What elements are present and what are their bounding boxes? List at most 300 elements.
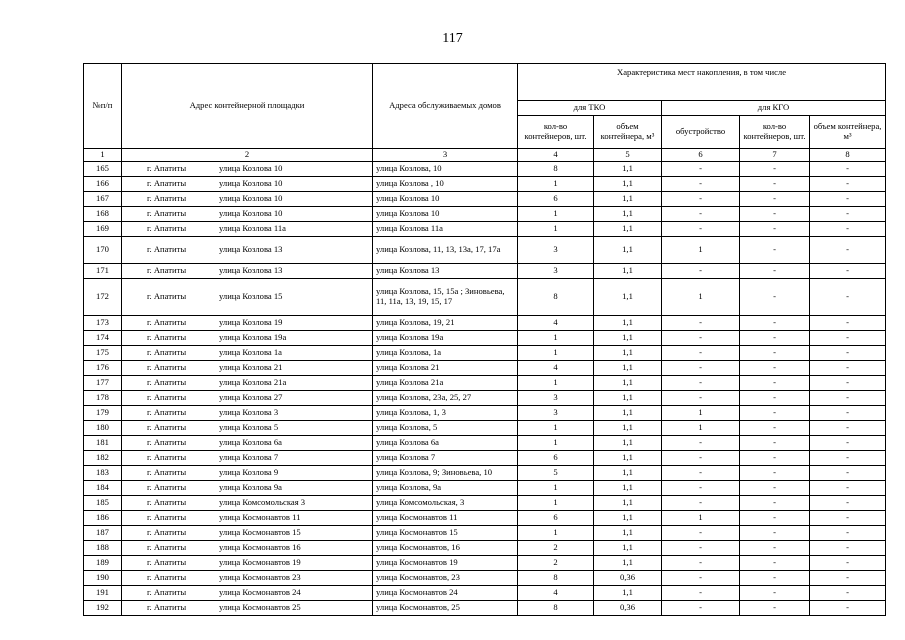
- kgo-container-volume: -: [810, 391, 886, 406]
- header-kgo-count: кол-во контейнеров, шт.: [740, 116, 810, 149]
- site-street: улица Космонавтов 19: [219, 557, 301, 568]
- kgo-container-volume: -: [810, 526, 886, 541]
- table-row: [84, 451, 886, 466]
- served-houses: улица Козлова, 11, 13, 13а, 17, 17а: [373, 237, 518, 264]
- site-street: улица Комсомольская 3: [219, 497, 306, 508]
- table-row: [84, 361, 886, 376]
- kgo-equipment: -: [662, 264, 740, 279]
- site-city: г. Апатиты: [147, 527, 187, 538]
- tko-container-volume: 1,1: [594, 207, 662, 222]
- site-address: [122, 207, 373, 222]
- row-number: 184: [84, 481, 122, 496]
- tko-container-volume: 1,1: [594, 376, 662, 391]
- kgo-equipment: -: [662, 376, 740, 391]
- kgo-equipment: -: [662, 541, 740, 556]
- kgo-container-volume: -: [810, 331, 886, 346]
- site-city: г. Апатиты: [147, 452, 187, 463]
- row-number: 187: [84, 526, 122, 541]
- kgo-container-volume: -: [810, 511, 886, 526]
- site-city: г. Апатиты: [147, 497, 187, 508]
- tko-container-volume: 1,1: [594, 237, 662, 264]
- served-houses: улица Козлова, 10: [373, 162, 518, 177]
- served-houses: улица Комсомольская, 3: [373, 496, 518, 511]
- tko-container-count: 1: [518, 177, 594, 192]
- site-address: [122, 237, 373, 264]
- site-address: [122, 279, 373, 316]
- table-row: [84, 177, 886, 192]
- kgo-container-count: -: [740, 601, 810, 616]
- tko-container-volume: 1,1: [594, 331, 662, 346]
- table-row: [84, 279, 886, 316]
- row-number: 190: [84, 571, 122, 586]
- kgo-container-volume: -: [810, 177, 886, 192]
- tko-container-volume: 1,1: [594, 279, 662, 316]
- kgo-container-count: -: [740, 541, 810, 556]
- tko-container-volume: 1,1: [594, 177, 662, 192]
- table-row: [84, 316, 886, 331]
- site-street: улица Космонавтов 11: [219, 512, 301, 523]
- tko-container-count: 1: [518, 222, 594, 237]
- tko-container-count: 1: [518, 436, 594, 451]
- kgo-container-volume: -: [810, 466, 886, 481]
- tko-container-count: 4: [518, 586, 594, 601]
- kgo-equipment: 1: [662, 406, 740, 421]
- site-city: г. Апатиты: [147, 557, 187, 568]
- site-street: улица Козлова 10: [219, 193, 283, 204]
- row-number: 178: [84, 391, 122, 406]
- column-number: 3: [373, 149, 518, 162]
- row-number: 177: [84, 376, 122, 391]
- kgo-container-count: -: [740, 237, 810, 264]
- kgo-container-count: -: [740, 571, 810, 586]
- site-address: [122, 376, 373, 391]
- tko-container-count: 6: [518, 192, 594, 207]
- row-number: 188: [84, 541, 122, 556]
- served-houses: улица Козлова 10: [373, 192, 518, 207]
- site-street: улица Козлова 19: [219, 317, 283, 328]
- header-kgo: для КГО: [662, 101, 886, 116]
- kgo-equipment: 1: [662, 511, 740, 526]
- kgo-container-count: -: [740, 511, 810, 526]
- served-houses: улица Козлова 21а: [373, 376, 518, 391]
- header-characteristics: Характеристика мест накопления, в том числе: [518, 64, 886, 101]
- kgo-container-volume: -: [810, 436, 886, 451]
- table-row: [84, 207, 886, 222]
- served-houses: улица Космонавтов, 16: [373, 541, 518, 556]
- site-address: [122, 571, 373, 586]
- site-city: г. Апатиты: [147, 572, 187, 583]
- table-row: [84, 526, 886, 541]
- served-houses: улица Козлова, 19, 21: [373, 316, 518, 331]
- header-address: Адрес контейнерной площадки: [122, 64, 373, 149]
- row-number: 186: [84, 511, 122, 526]
- served-houses: улица Космонавтов 19: [373, 556, 518, 571]
- served-houses: улица Козлова 6а: [373, 436, 518, 451]
- row-number: 192: [84, 601, 122, 616]
- site-city: г. Апатиты: [147, 422, 187, 433]
- served-houses: улица Козлова, 5: [373, 421, 518, 436]
- site-city: г. Апатиты: [147, 587, 187, 598]
- site-street: улица Космонавтов 16: [219, 542, 301, 553]
- site-city: г. Апатиты: [147, 291, 187, 302]
- kgo-container-count: -: [740, 361, 810, 376]
- served-houses: улица Козлова 7: [373, 451, 518, 466]
- served-houses: улица Козлова , 10: [373, 177, 518, 192]
- kgo-equipment: -: [662, 556, 740, 571]
- site-street: улица Козлова 6а: [219, 437, 282, 448]
- kgo-container-volume: -: [810, 316, 886, 331]
- table-row: [84, 586, 886, 601]
- table-row: [84, 601, 886, 616]
- site-address: [122, 586, 373, 601]
- row-number: 183: [84, 466, 122, 481]
- table-row: [84, 556, 886, 571]
- served-houses: улица Козлова 11а: [373, 222, 518, 237]
- site-city: г. Апатиты: [147, 244, 187, 255]
- site-address: [122, 421, 373, 436]
- kgo-container-volume: -: [810, 451, 886, 466]
- kgo-container-volume: -: [810, 162, 886, 177]
- table-row: [84, 264, 886, 279]
- table-row: [84, 331, 886, 346]
- site-street: улица Козлова 13: [219, 265, 283, 276]
- kgo-container-volume: -: [810, 222, 886, 237]
- tko-container-volume: 1,1: [594, 346, 662, 361]
- tko-container-count: 2: [518, 556, 594, 571]
- row-number: 172: [84, 279, 122, 316]
- table-row: [84, 391, 886, 406]
- kgo-equipment: 1: [662, 421, 740, 436]
- tko-container-count: 1: [518, 207, 594, 222]
- column-number: 2: [122, 149, 373, 162]
- tko-container-volume: 1,1: [594, 541, 662, 556]
- site-city: г. Апатиты: [147, 163, 187, 174]
- kgo-container-volume: -: [810, 264, 886, 279]
- kgo-equipment: -: [662, 436, 740, 451]
- kgo-equipment: 1: [662, 279, 740, 316]
- served-houses: улица Козлова, 1а: [373, 346, 518, 361]
- kgo-container-volume: -: [810, 571, 886, 586]
- row-number: 191: [84, 586, 122, 601]
- header-tko-count: кол-во контейнеров, шт.: [518, 116, 594, 149]
- table-row: [84, 436, 886, 451]
- tko-container-volume: 1,1: [594, 222, 662, 237]
- kgo-equipment: -: [662, 192, 740, 207]
- table-row: [84, 162, 886, 177]
- site-address: [122, 451, 373, 466]
- site-street: улица Космонавтов 15: [219, 527, 301, 538]
- kgo-container-volume: -: [810, 192, 886, 207]
- kgo-container-count: -: [740, 346, 810, 361]
- table-row: [84, 541, 886, 556]
- table-body: [84, 162, 886, 616]
- kgo-equipment: -: [662, 391, 740, 406]
- site-street: улица Козлова 11а: [219, 223, 286, 234]
- kgo-container-volume: -: [810, 207, 886, 222]
- row-number: 176: [84, 361, 122, 376]
- tko-container-volume: 1,1: [594, 511, 662, 526]
- site-city: г. Апатиты: [147, 512, 187, 523]
- site-address: [122, 481, 373, 496]
- tko-container-volume: 1,1: [594, 466, 662, 481]
- site-city: г. Апатиты: [147, 347, 187, 358]
- tko-container-volume: 1,1: [594, 586, 662, 601]
- kgo-container-count: -: [740, 177, 810, 192]
- kgo-equipment: -: [662, 451, 740, 466]
- site-city: г. Апатиты: [147, 377, 187, 388]
- table-row: [84, 406, 886, 421]
- site-address: [122, 556, 373, 571]
- site-street: улица Козлова 1а: [219, 347, 282, 358]
- table-row: [84, 511, 886, 526]
- site-street: улица Козлова 21а: [219, 377, 287, 388]
- row-number: 166: [84, 177, 122, 192]
- tko-container-volume: 1,1: [594, 316, 662, 331]
- kgo-container-volume: -: [810, 279, 886, 316]
- column-number: 5: [594, 149, 662, 162]
- site-address: [122, 496, 373, 511]
- table-row: [84, 237, 886, 264]
- kgo-equipment: -: [662, 316, 740, 331]
- site-address: [122, 177, 373, 192]
- kgo-container-count: -: [740, 526, 810, 541]
- site-address: [122, 162, 373, 177]
- site-street: улица Козлова 13: [219, 244, 283, 255]
- row-number: 174: [84, 331, 122, 346]
- kgo-equipment: 1: [662, 237, 740, 264]
- row-number: 165: [84, 162, 122, 177]
- tko-container-count: 8: [518, 162, 594, 177]
- site-address: [122, 436, 373, 451]
- table-row: [84, 481, 886, 496]
- site-street: улица Козлова 7: [219, 452, 279, 463]
- tko-container-count: 2: [518, 541, 594, 556]
- kgo-equipment: -: [662, 207, 740, 222]
- served-houses: улица Козлова, 1, 3: [373, 406, 518, 421]
- served-houses: улица Козлова 19а: [373, 331, 518, 346]
- kgo-container-count: -: [740, 207, 810, 222]
- kgo-container-count: -: [740, 391, 810, 406]
- site-street: улица Козлова 5: [219, 422, 279, 433]
- kgo-container-volume: -: [810, 346, 886, 361]
- tko-container-count: 1: [518, 421, 594, 436]
- site-address: [122, 391, 373, 406]
- kgo-equipment: -: [662, 162, 740, 177]
- served-houses: улица Козлова, 15, 15а ; Зиновьева, 11, 11а, 13, 19, 15, 17: [373, 279, 518, 316]
- row-number: 180: [84, 421, 122, 436]
- tko-container-count: 1: [518, 331, 594, 346]
- container-sites-table: [83, 63, 886, 616]
- kgo-container-count: -: [740, 496, 810, 511]
- kgo-container-count: -: [740, 162, 810, 177]
- tko-container-volume: 1,1: [594, 481, 662, 496]
- kgo-equipment: -: [662, 586, 740, 601]
- row-number: 179: [84, 406, 122, 421]
- tko-container-volume: 0,36: [594, 601, 662, 616]
- header-tko: для ТКО: [518, 101, 662, 116]
- kgo-equipment: -: [662, 177, 740, 192]
- site-address: [122, 361, 373, 376]
- table-row: [84, 466, 886, 481]
- site-city: г. Апатиты: [147, 542, 187, 553]
- served-houses: улица Козлова 13: [373, 264, 518, 279]
- kgo-container-count: -: [740, 436, 810, 451]
- row-number: 173: [84, 316, 122, 331]
- site-street: улица Козлова 9а: [219, 482, 282, 493]
- row-number: 170: [84, 237, 122, 264]
- tko-container-count: 1: [518, 526, 594, 541]
- site-street: улица Козлова 3: [219, 407, 279, 418]
- header-kgo-equipment: обустройство: [662, 116, 740, 149]
- site-street: улица Козлова 10: [219, 178, 283, 189]
- page-number: 117: [442, 31, 463, 46]
- site-address: [122, 601, 373, 616]
- site-address: [122, 264, 373, 279]
- tko-container-volume: 1,1: [594, 391, 662, 406]
- row-number: 168: [84, 207, 122, 222]
- kgo-equipment: -: [662, 571, 740, 586]
- column-number: 1: [84, 149, 122, 162]
- kgo-container-count: -: [740, 279, 810, 316]
- kgo-equipment: -: [662, 331, 740, 346]
- site-address: [122, 316, 373, 331]
- tko-container-volume: 1,1: [594, 162, 662, 177]
- served-houses: улица Космонавтов 24: [373, 586, 518, 601]
- site-city: г. Апатиты: [147, 467, 187, 478]
- tko-container-count: 1: [518, 376, 594, 391]
- site-city: г. Апатиты: [147, 178, 187, 189]
- kgo-equipment: -: [662, 346, 740, 361]
- kgo-container-count: -: [740, 451, 810, 466]
- column-number: 7: [740, 149, 810, 162]
- kgo-container-count: -: [740, 556, 810, 571]
- site-city: г. Апатиты: [147, 223, 187, 234]
- table-row: [84, 421, 886, 436]
- kgo-container-volume: -: [810, 541, 886, 556]
- site-address: [122, 222, 373, 237]
- kgo-equipment: -: [662, 222, 740, 237]
- header-houses: Адреса обслуживаемых домов: [373, 64, 518, 149]
- tko-container-count: 3: [518, 406, 594, 421]
- kgo-equipment: -: [662, 481, 740, 496]
- site-city: г. Апатиты: [147, 482, 187, 493]
- header-kgo-volume: объем контейнера, м³: [810, 116, 886, 149]
- site-address: [122, 331, 373, 346]
- kgo-container-volume: -: [810, 481, 886, 496]
- kgo-equipment: -: [662, 466, 740, 481]
- site-address: [122, 541, 373, 556]
- served-houses: улица Козлова 10: [373, 207, 518, 222]
- site-address: [122, 511, 373, 526]
- header-tko-volume: объем контейнера, м³: [594, 116, 662, 149]
- served-houses: улица Космонавтов 15: [373, 526, 518, 541]
- site-address: [122, 526, 373, 541]
- site-street: улица Космонавтов 23: [219, 572, 301, 583]
- row-number: 175: [84, 346, 122, 361]
- tko-container-volume: 1,1: [594, 526, 662, 541]
- kgo-container-volume: -: [810, 496, 886, 511]
- kgo-container-volume: -: [810, 406, 886, 421]
- served-houses: улица Космонавтов, 23: [373, 571, 518, 586]
- site-city: г. Апатиты: [147, 392, 187, 403]
- column-number: 8: [810, 149, 886, 162]
- tko-container-count: 1: [518, 496, 594, 511]
- tko-container-count: 5: [518, 466, 594, 481]
- kgo-container-volume: -: [810, 601, 886, 616]
- tko-container-volume: 1,1: [594, 406, 662, 421]
- kgo-equipment: -: [662, 526, 740, 541]
- tko-container-count: 8: [518, 601, 594, 616]
- site-street: улица Козлова 27: [219, 392, 283, 403]
- row-number: 167: [84, 192, 122, 207]
- site-address: [122, 406, 373, 421]
- column-number: 6: [662, 149, 740, 162]
- row-number: 169: [84, 222, 122, 237]
- site-address: [122, 192, 373, 207]
- site-street: улица Козлова 9: [219, 467, 279, 478]
- site-city: г. Апатиты: [147, 602, 187, 613]
- kgo-equipment: -: [662, 361, 740, 376]
- tko-container-volume: 1,1: [594, 436, 662, 451]
- site-city: г. Апатиты: [147, 437, 187, 448]
- site-street: улица Космонавтов 24: [219, 587, 301, 598]
- served-houses: улица Козлова, 23а, 25, 27: [373, 391, 518, 406]
- site-street: улица Космонавтов 25: [219, 602, 301, 613]
- site-city: г. Апатиты: [147, 362, 187, 373]
- header-num: №п/п: [84, 64, 122, 149]
- kgo-container-count: -: [740, 586, 810, 601]
- table-row: [84, 496, 886, 511]
- site-street: улица Козлова 10: [219, 208, 283, 219]
- site-address: [122, 346, 373, 361]
- tko-container-volume: 1,1: [594, 421, 662, 436]
- kgo-container-count: -: [740, 406, 810, 421]
- kgo-container-volume: -: [810, 361, 886, 376]
- tko-container-count: 3: [518, 237, 594, 264]
- tko-container-volume: 1,1: [594, 556, 662, 571]
- site-city: г. Апатиты: [147, 265, 187, 276]
- row-number: 181: [84, 436, 122, 451]
- tko-container-volume: 0,36: [594, 571, 662, 586]
- kgo-container-count: -: [740, 481, 810, 496]
- tko-container-volume: 1,1: [594, 361, 662, 376]
- tko-container-count: 3: [518, 264, 594, 279]
- site-street: улица Козлова 21: [219, 362, 283, 373]
- table-row: [84, 222, 886, 237]
- row-number: 185: [84, 496, 122, 511]
- tko-container-count: 8: [518, 571, 594, 586]
- site-street: улица Козлова 10: [219, 163, 283, 174]
- tko-container-count: 4: [518, 316, 594, 331]
- kgo-container-volume: -: [810, 376, 886, 391]
- row-number: 182: [84, 451, 122, 466]
- site-street: улица Козлова 19а: [219, 332, 287, 343]
- row-number: 189: [84, 556, 122, 571]
- tko-container-volume: 1,1: [594, 264, 662, 279]
- site-city: г. Апатиты: [147, 317, 187, 328]
- served-houses: улица Козлова, 9а: [373, 481, 518, 496]
- kgo-container-count: -: [740, 264, 810, 279]
- kgo-container-count: -: [740, 316, 810, 331]
- served-houses: улица Космонавтов 11: [373, 511, 518, 526]
- tko-container-count: 6: [518, 451, 594, 466]
- row-number: 171: [84, 264, 122, 279]
- kgo-equipment: -: [662, 601, 740, 616]
- tko-container-count: 8: [518, 279, 594, 316]
- site-city: г. Апатиты: [147, 407, 187, 418]
- served-houses: улица Козлова 21: [373, 361, 518, 376]
- kgo-container-count: -: [740, 376, 810, 391]
